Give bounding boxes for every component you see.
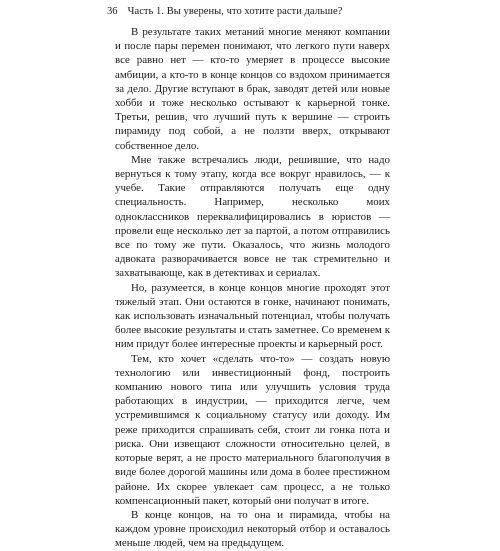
paragraph: В результате таких метаний многие меняют компании и после пары перемен понимают, что легкого пути наверх все равно нет — кто-то умеряет в процессе высокие амбиции, а кто-то в конце концов со вздохом принимается за дело. Другие вступают в брак, заводят детей или новые хобби и тоже несколько остывают к карьерной гонке. Третьи, решив, что лучший путь к вершине — строить пирамиду под собой, а не ползти вверх, открывают собственное дело.	[115, 26, 390, 152]
body-text	[115, 25, 390, 551]
page-number: 36	[107, 6, 118, 17]
paragraph: В конце концов, на то она и пирамида, чтобы на каждом уровне происходил некоторый отбор и оставалось меньше людей, чем на предыдущем.	[115, 508, 390, 550]
paragraph: Мне также встречались люди, решившие, что надо вернуться к тому этапу, когда все вокруг нравилось, — к учебе. Такие отправляются получать еще одну специальность. Например, несколько моих одноклассников переквалифицировались в юристов — провели еще несколько лет за партой, а потом отправились все по тому же пути. Оказалось, что жизнь молодого адвоката разворачивается вовсе не так стремительно и захватывающе, как в детективах и сериалах.	[115, 153, 390, 280]
paragraph: Но, разумеется, в конце концов многие проходят этот тяжелый этап. Они остаются в гонке, начинают понимать, как использовать изначальный потенциал, чтобы получать более высокие результаты и стать заметнее. Со временем к ним придут более интересные проекты и карьерный рост.	[115, 281, 390, 351]
paragraph: Тем, кто хочет «сделать что-то» — создать новую технологию или инвестиционный фонд, построить компанию нового типа или улучшить условия труда работающих в индустрии, — приходится легче, чем устремившимся к социальному статусу или доходу. Им реже приходится спрашивать себя, стоит ли гонка пота и риска. Они извещают сложности относительно целей, в которые верят, а не просто материального благополучия в виде более дорогой машины или дома в более престижном районе. Их скорее увлекает сам процесс, а не только компенсационный пакет, который они получат в итоге.	[115, 352, 390, 507]
running-head	[107, 5, 342, 19]
running-title: Часть 1. Вы уверены, что хотите расти дальше?	[127, 6, 343, 17]
